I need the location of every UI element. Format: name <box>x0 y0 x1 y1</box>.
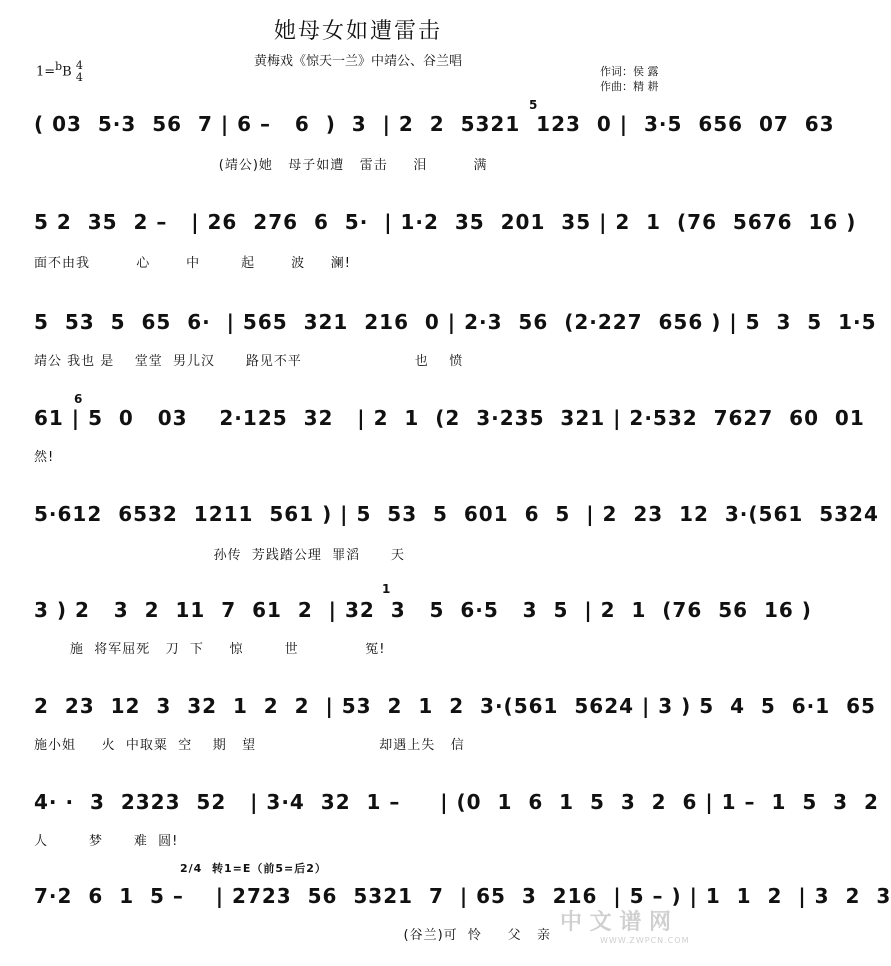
song-title: 她母女如遭雷击 <box>273 19 442 44</box>
key-prefix: 1= <box>36 64 56 80</box>
notes-line-5: 5·612 6532 1211 561 ) | 5 53 5 601 6 5 | 2 23 12 3·(561 5324 <box>34 502 879 526</box>
notes-line-4: 61 | 5 0 03 2·125 32 | 2 1 (2 3·235 321 | 2·532 7627 60 01 <box>34 406 865 430</box>
time-signature <box>76 60 83 84</box>
notes-line-7: 2 23 12 3 32 1 2 2 | 53 2 1 2 3·(561 5624 | 3 ) 5 4 5 6·1 65 <box>34 694 876 718</box>
key-note: B <box>62 64 72 80</box>
site-watermark-url: WWW.ZWPCN.COM <box>600 936 690 945</box>
score-line-1 <box>0 112 835 152</box>
lyrics-line-2: 面不由我 心 中 起 波 澜! <box>34 256 351 271</box>
score-line-5 <box>0 502 879 542</box>
lyrics-line-1: (靖公)她 母子如遭 雷击 泪 满 <box>34 158 488 173</box>
notes-line-2: 5 2 35 2 – | 26 276 6 5· | 1·2 35 201 35 | 2 1 (76 5676 16 ) <box>34 210 857 234</box>
lyrics-line-6: 施 将军屈死 刀 下 惊 世 冤! <box>34 642 386 657</box>
score-line-2 <box>0 210 857 250</box>
lyricist-credit: 作词：侯 露 <box>600 65 659 78</box>
song-subtitle: 黄梅戏《惊天一兰》中靖公、谷兰唱 <box>253 54 462 69</box>
lyrics-line-7: 施小姐 火 中取粟 空 期 望 却遇上失 信 <box>34 738 465 753</box>
lyrics-line-9: (谷兰)可 怜 父 亲 <box>34 928 551 943</box>
score-line-8 <box>0 790 879 830</box>
notes-line-9: 7·2 6 1 5 – | 2723 56 5321 7 | 65 3 216 | 5 – ) | 1 1 2 | 3 2 3 <box>34 884 891 908</box>
site-watermark: 中 文 谱 网 <box>560 910 671 935</box>
time-denominator: 4 <box>75 71 83 84</box>
score-line-4 <box>0 406 865 446</box>
modulation-marking: 2/4 转1=E（前5=后2） <box>180 862 327 875</box>
credits <box>600 64 659 94</box>
score-line-7 <box>0 694 876 734</box>
notes-line-8: 4· · 3 2323 52 | 3·4 32 1 – | (0 1 6 1 5 3 2 6 | 1 – 1 5 3 2 <box>34 790 879 814</box>
lyrics-line-5: 孙传 芳践踏公理 罪滔 天 <box>34 548 405 563</box>
key-signature <box>36 60 83 84</box>
grace-mark-6: 6 <box>74 392 83 406</box>
composer-credit: 作曲：精 耕 <box>600 80 659 93</box>
score-line-6 <box>0 598 812 638</box>
time-numerator: 4 <box>75 59 83 72</box>
lyrics-line-4: 然! <box>34 450 55 465</box>
lyrics-line-3: 靖公 我也 是 堂堂 男儿汉 路见不平 也 愤 <box>34 354 464 369</box>
notes-line-6: 3 ) 2 3 2 11 7 61 2 | 32 3 5 6·5 3 5 | 2 1 (76 56 16 ) <box>34 598 812 622</box>
grace-mark-1: 1 <box>382 582 391 596</box>
breath-mark-5: 5 <box>529 98 538 112</box>
score-line-3 <box>0 310 877 350</box>
notes-line-1: ( 03 5·3 56 7 | 6 – 6 ) 3 | 2 2 5321 123 0 | 3·5 656 07 63 <box>34 112 835 136</box>
key-flat: b <box>55 60 63 74</box>
lyrics-line-8: 人 梦 难 圆! <box>34 834 179 849</box>
notes-line-3: 5 53 5 65 6· | 565 321 216 0 | 2·3 56 (2·227 656 ) | 5 3 5 1·5 <box>34 310 877 334</box>
